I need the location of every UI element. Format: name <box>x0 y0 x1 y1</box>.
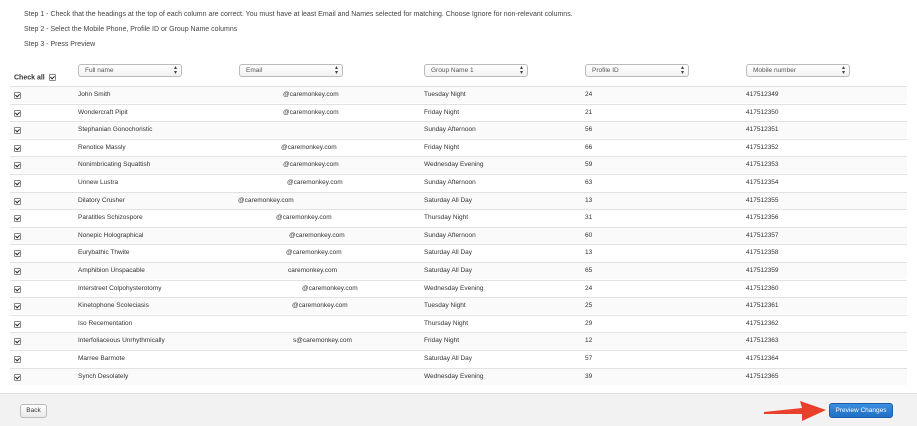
cell-profile-id: 21 <box>585 108 593 116</box>
cell-group-name: Friday Night <box>424 108 460 116</box>
sort-arrows-icon: ▴ ▾ <box>519 65 523 76</box>
cell-profile-id: 31 <box>585 214 593 222</box>
cell-mobile-number: 417512351 <box>746 126 779 134</box>
back-button[interactable]: Back <box>20 404 47 418</box>
column-select-label: Group Name 1 <box>431 67 474 74</box>
cell-mobile-number: 417512361 <box>746 302 779 310</box>
cell-full-name: Wondercraft Pipit <box>78 108 128 116</box>
cell-profile-id: 63 <box>585 179 593 186</box>
row-checkbox[interactable] <box>14 268 21 275</box>
table-row <box>10 104 907 121</box>
row-checkbox[interactable] <box>14 286 21 293</box>
sort-arrows-icon: ▴ ▾ <box>173 65 177 76</box>
red-arrow-icon <box>762 395 828 425</box>
row-checkbox[interactable] <box>14 374 21 381</box>
cell-mobile-number: 417512352 <box>746 143 779 151</box>
cell-profile-id: 56 <box>585 126 593 134</box>
cell-group-name: Wednesday Evening <box>424 372 484 380</box>
cell-full-name: Interfoliaceous Unrhythmically <box>78 337 165 345</box>
table-row <box>10 121 907 138</box>
row-checkbox[interactable] <box>14 215 21 222</box>
check-all-label: Check all <box>14 74 45 82</box>
cell-mobile-number: 417512365 <box>746 372 779 380</box>
step-2-text: Step 2 - Select the Mobile Phone, Profile ID or Group Name columns <box>24 26 238 33</box>
cell-mobile-number: 417512359 <box>746 267 779 274</box>
sort-arrows-icon: ▴ ▾ <box>841 65 845 76</box>
cell-full-name: Marree Barmote <box>78 355 125 362</box>
cell-profile-id: 65 <box>585 267 593 274</box>
table-row <box>10 280 907 297</box>
table-row <box>10 192 907 209</box>
cell-mobile-number: 417512358 <box>746 249 779 257</box>
column-select-group-name[interactable] <box>424 64 528 77</box>
step-1-text: Step 1 - Check that the headings at the top of each column are correct. You must have at least Email and Names selected for matching. Choose Ignore for non-relevant columns. <box>24 11 573 18</box>
cell-full-name: Nonimbricating Squattish <box>78 161 151 169</box>
cell-full-name: John Smith <box>78 91 111 98</box>
cell-group-name: Thursday Night <box>424 214 469 222</box>
cell-mobile-number: 417512362 <box>746 319 779 327</box>
cell-profile-id: 24 <box>585 91 593 98</box>
cell-email: @caremonkey.com <box>238 196 294 204</box>
cell-group-name: Thursday Night <box>424 319 469 327</box>
cell-group-name: Tuesday Night <box>424 302 466 310</box>
table-row <box>10 209 907 226</box>
row-checkbox[interactable] <box>14 250 21 257</box>
cell-email: caremonkey.com <box>288 267 338 274</box>
column-select-label: Email <box>246 67 263 74</box>
cell-group-name: Saturday All Day <box>424 267 473 274</box>
cell-profile-id: 57 <box>585 355 593 362</box>
row-checkbox[interactable] <box>14 145 21 152</box>
cell-group-name: Friday Night <box>424 143 460 151</box>
cell-group-name: Friday Night <box>424 337 460 345</box>
cell-email: @caremonkey.com <box>283 161 339 169</box>
cell-full-name: Paratitles Schizospore <box>78 214 143 222</box>
cell-email: s@caremonkey.com <box>293 337 352 345</box>
cell-profile-id: 29 <box>585 319 593 327</box>
table-row <box>10 262 907 279</box>
cell-mobile-number: 417512355 <box>746 196 779 204</box>
row-checkbox[interactable] <box>14 127 21 134</box>
cell-email: @caremonkey.com <box>287 179 343 186</box>
row-checkbox[interactable] <box>14 198 21 205</box>
row-checkbox[interactable] <box>14 356 21 363</box>
cell-email: @caremonkey.com <box>281 143 337 151</box>
cell-profile-id: 12 <box>585 337 593 345</box>
cell-profile-id: 39 <box>585 372 593 380</box>
cell-profile-id: 24 <box>585 284 593 292</box>
cell-profile-id: 13 <box>585 196 593 204</box>
cell-profile-id: 59 <box>585 161 593 169</box>
row-checkbox[interactable] <box>14 303 21 310</box>
cell-group-name: Wednesday Evening <box>424 284 484 292</box>
cell-mobile-number: 417512360 <box>746 284 779 292</box>
row-checkbox[interactable] <box>14 233 21 240</box>
cell-group-name: Sunday Afternoon <box>424 179 476 186</box>
cell-full-name: Renotice Massly <box>78 143 126 151</box>
cell-mobile-number: 417512363 <box>746 337 779 345</box>
cell-full-name: Synch Desolately <box>78 372 129 380</box>
check-all-checkbox[interactable] <box>49 74 56 81</box>
table-row <box>10 174 907 191</box>
table-row <box>10 86 907 103</box>
cell-email: @caremonkey.com <box>276 214 332 222</box>
cell-full-name: Amphibion Unspacable <box>78 267 145 274</box>
cell-email: @caremonkey.com <box>289 231 345 239</box>
table-row <box>10 315 907 332</box>
column-select-label: Mobile number <box>753 67 796 74</box>
table-row <box>10 156 907 173</box>
cell-full-name: Eurybathic Thwite <box>78 249 130 257</box>
sort-arrows-icon: ▴ ▾ <box>680 65 684 76</box>
sort-arrows-icon: ▴ ▾ <box>334 65 338 76</box>
cell-mobile-number: 417512356 <box>746 214 779 222</box>
cell-full-name: Unnew Lustra <box>78 179 119 186</box>
check-all[interactable] <box>14 74 56 81</box>
row-checkbox[interactable] <box>14 110 21 117</box>
column-select-mobile-number[interactable] <box>746 64 850 77</box>
cell-group-name: Saturday All Day <box>424 196 473 204</box>
preview-changes-button[interactable]: Preview Changes <box>829 403 893 418</box>
cell-group-name: Saturday All Day <box>424 355 473 362</box>
cell-profile-id: 13 <box>585 249 593 257</box>
table-row <box>10 297 907 314</box>
cell-mobile-number: 417512354 <box>746 179 779 186</box>
cell-full-name: Kinetophone Scoleciasis <box>78 302 149 310</box>
row-checkbox[interactable] <box>14 162 21 169</box>
column-select-full-name[interactable] <box>78 64 182 77</box>
cell-mobile-number: 417512357 <box>746 231 779 239</box>
cell-mobile-number: 417512353 <box>746 161 779 169</box>
table-row <box>10 244 907 261</box>
cell-email: @caremonkey.com <box>283 91 339 98</box>
row-checkbox[interactable] <box>14 338 21 345</box>
cell-group-name: Wednesday Evening <box>424 161 484 169</box>
cell-group-name: Sunday Afternoon <box>424 126 476 134</box>
cell-email: @caremonkey.com <box>292 302 348 310</box>
cell-email: @caremonkey.com <box>286 249 342 257</box>
cell-full-name: Iso Recementation <box>78 319 133 327</box>
cell-mobile-number: 417512364 <box>746 355 779 362</box>
column-select-label: Full name <box>85 67 114 74</box>
cell-email: @caremonkey.com <box>283 108 339 116</box>
cell-mobile-number: 417512349 <box>746 91 779 98</box>
cell-full-name: Interstreet Colpohysterotomy <box>78 284 162 292</box>
cell-full-name: Dilatory Crusher <box>78 196 125 204</box>
column-select-profile-id[interactable] <box>585 64 689 77</box>
table-row <box>10 368 907 385</box>
column-select-label: Profile ID <box>592 67 619 74</box>
row-checkbox[interactable] <box>14 180 21 187</box>
table-row <box>10 227 907 244</box>
cell-email: @caremonkey.com <box>302 284 358 292</box>
step-3-text: Step 3 - Press Preview <box>24 41 96 48</box>
table-row <box>10 350 907 367</box>
cell-group-name: Tuesday Night <box>424 91 466 98</box>
cell-mobile-number: 417512350 <box>746 108 779 116</box>
cell-group-name: Saturday All Day <box>424 249 473 257</box>
row-checkbox[interactable] <box>14 92 21 99</box>
cell-full-name: Nonepic Holographical <box>78 231 144 239</box>
table-row <box>10 139 907 156</box>
cell-group-name: Sunday Afternoon <box>424 231 476 239</box>
cell-profile-id: 66 <box>585 143 593 151</box>
column-select-email[interactable] <box>239 64 343 77</box>
cell-full-name: Stephanian Gonochoristic <box>78 126 153 134</box>
cell-profile-id: 60 <box>585 231 593 239</box>
table-row <box>10 332 907 349</box>
cell-profile-id: 25 <box>585 302 593 310</box>
row-checkbox[interactable] <box>14 321 21 328</box>
